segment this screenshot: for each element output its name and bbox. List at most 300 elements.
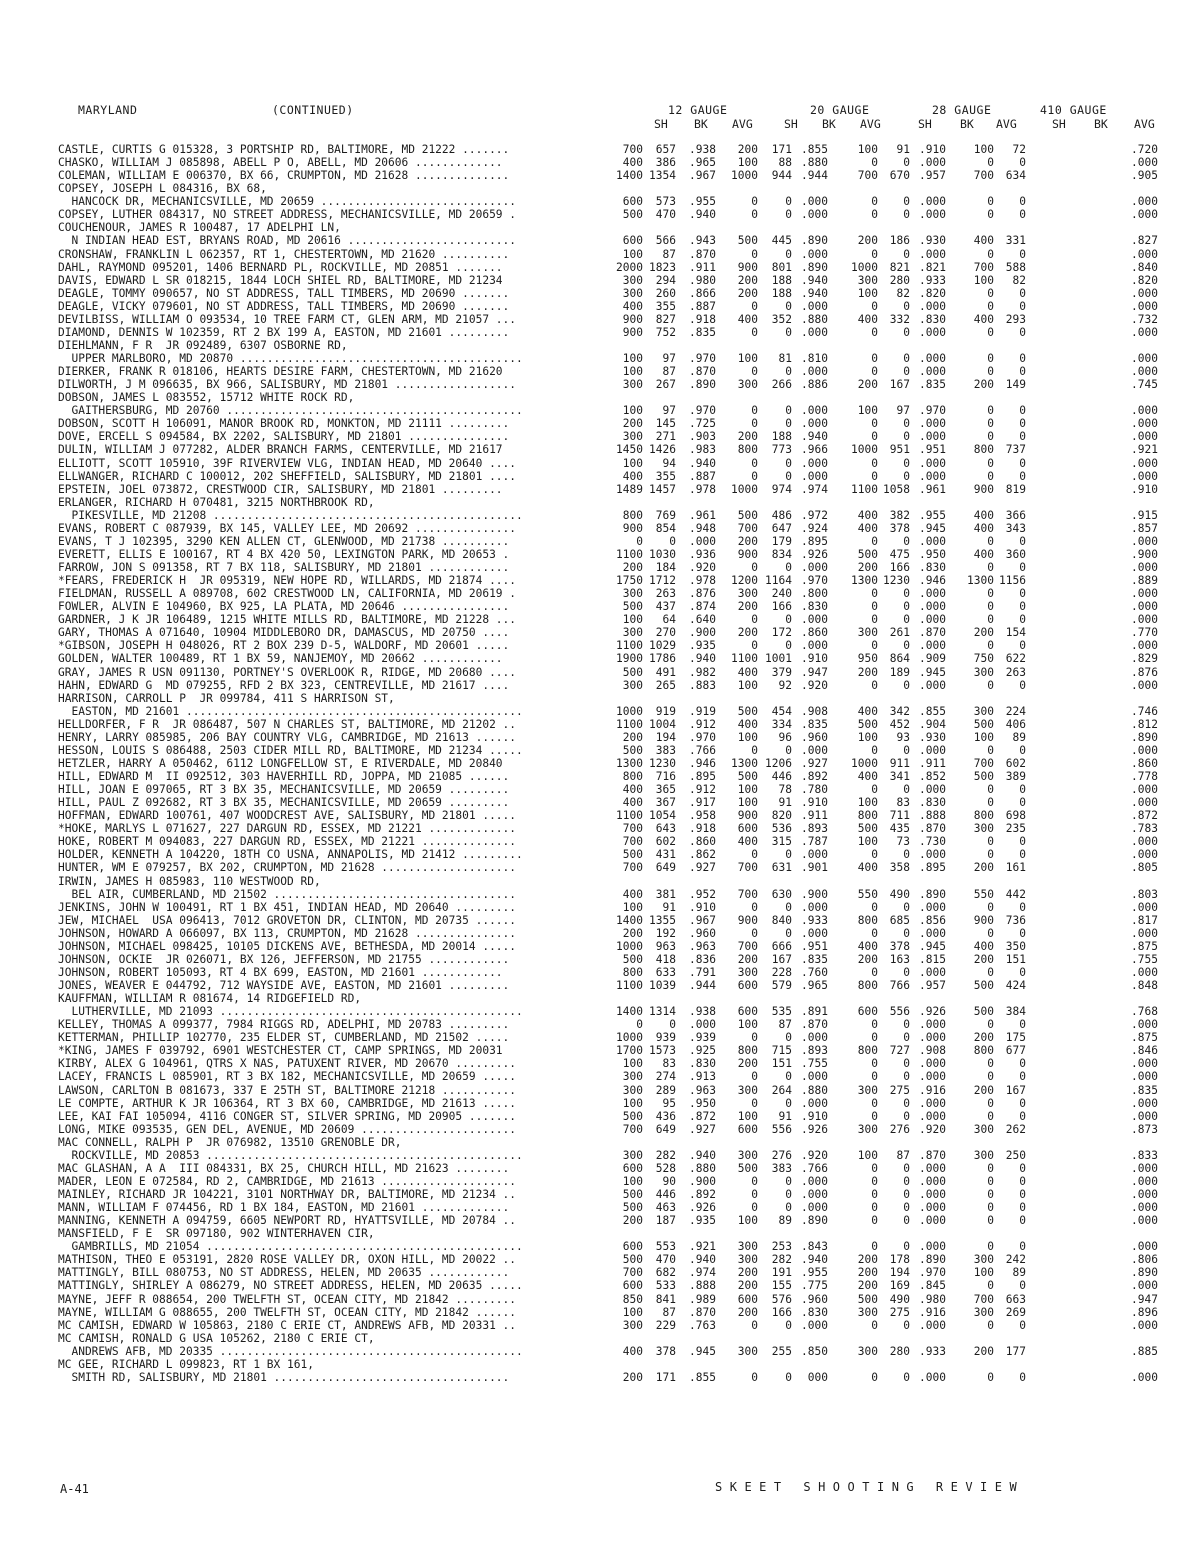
- cell-avg-410: .000: [1131, 325, 1158, 339]
- cell-sh-410: 0: [987, 561, 994, 574]
- cell-sh-12: 1000: [616, 939, 643, 953]
- cell-sh-410: 800: [973, 809, 994, 823]
- cell-bk-28: 0: [903, 678, 910, 692]
- cell-avg-410: .905: [1131, 169, 1158, 183]
- cell-bk-12: 187: [655, 1214, 676, 1228]
- table-row: [58, 1240, 1168, 1253]
- cell-avg-410: .000: [1131, 1240, 1158, 1254]
- cell-avg-410: .000: [1131, 926, 1158, 940]
- cell-sh-20: 200: [737, 626, 758, 640]
- table-row: [58, 182, 1168, 195]
- cell-sh-12: 500: [622, 952, 643, 966]
- cell-avg-20: .000: [801, 1188, 828, 1201]
- cell-sh-12: 500: [622, 848, 643, 862]
- cell-sh-28: 300: [857, 273, 878, 287]
- cell-bk-410: 82: [1012, 273, 1026, 287]
- table-row: [58, 1201, 1168, 1214]
- shooter-entry: LACEY, FRANCIS L 085901, RT 3 BX 182, MECHANICSVILLE, MD 20659 .....: [58, 1070, 517, 1084]
- shooter-entry: FARROW, JON S 091358, RT 7 BX 118, SALISBURY, MD 21801 ............: [58, 561, 510, 574]
- cell-avg-410: .000: [1131, 1201, 1158, 1215]
- cell-sh-410: 300: [973, 1305, 994, 1319]
- table-row: [58, 940, 1168, 953]
- cell-bk-20: 264: [771, 1083, 792, 1097]
- cell-sh-28: 500: [857, 1292, 878, 1306]
- cell-avg-410: .000: [1131, 456, 1158, 470]
- cell-avg-410: .000: [1131, 1096, 1158, 1110]
- cell-sh-20: 500: [737, 234, 758, 248]
- cell-avg-28: .830: [919, 312, 946, 326]
- cell-bk-20: 647: [771, 521, 792, 535]
- cell-avg-12: .900: [689, 626, 716, 640]
- cell-avg-20: .893: [801, 822, 828, 836]
- cell-sh-410: 100: [973, 273, 994, 287]
- cell-bk-12: 355: [655, 469, 676, 483]
- cell-bk-28: 0: [903, 325, 910, 339]
- cell-avg-12: .967: [689, 169, 716, 183]
- cell-bk-410: 0: [1019, 600, 1026, 614]
- cell-avg-28: .933: [919, 1344, 946, 1358]
- cell-avg-20: .000: [801, 1174, 828, 1188]
- cell-sh-410: 0: [987, 848, 994, 862]
- cell-bk-20: 0: [785, 1318, 792, 1332]
- cell-sh-12: 100: [622, 1096, 643, 1110]
- cell-avg-410: .833: [1131, 1148, 1158, 1162]
- cell-sh-20: 700: [737, 521, 758, 535]
- cell-avg-410: .875: [1131, 1031, 1158, 1045]
- cell-bk-410: 0: [1019, 195, 1026, 209]
- cell-sh-410: 400: [973, 234, 994, 248]
- cell-bk-20: 0: [785, 1096, 792, 1110]
- cell-sh-410: 0: [987, 1096, 994, 1110]
- cell-bk-12: 1823: [649, 260, 676, 274]
- table-row: [58, 535, 1168, 548]
- cell-bk-28: 280: [889, 1344, 910, 1358]
- cell-sh-20: 1200: [731, 574, 758, 588]
- cell-sh-410: 300: [973, 1148, 994, 1162]
- table-row: [58, 587, 1168, 600]
- cell-sh-20: 400: [737, 717, 758, 731]
- cell-sh-28: 200: [857, 665, 878, 679]
- cell-sh-410: 0: [987, 417, 994, 431]
- cell-bk-28: 1058: [883, 482, 910, 496]
- cell-avg-12: .950: [689, 1096, 716, 1110]
- cell-avg-410: .000: [1131, 195, 1158, 209]
- cell-sh-28: 200: [857, 561, 878, 574]
- cell-sh-410: 500: [973, 979, 994, 992]
- cell-bk-28: 194: [889, 1266, 910, 1280]
- cell-sh-20: 100: [737, 1018, 758, 1032]
- cell-avg-410: .000: [1131, 1161, 1158, 1175]
- table-row: [58, 143, 1168, 156]
- cell-avg-12: .836: [689, 952, 716, 966]
- cell-avg-410: .910: [1131, 482, 1158, 496]
- cell-bk-12: 716: [655, 770, 676, 783]
- cell-avg-20: .000: [801, 456, 828, 470]
- cell-avg-12: .830: [689, 1057, 716, 1071]
- cell-avg-410: .000: [1131, 965, 1158, 979]
- table-row: [58, 1175, 1168, 1188]
- cell-sh-410: 400: [973, 312, 994, 326]
- shooter-entry: JOHNSON, HOWARD A 066097, BX 113, CRUMPTON, MD 21628 ...............: [58, 926, 517, 940]
- cell-sh-12: 300: [622, 273, 643, 287]
- shooter-entry: MAC GLASHAN, A A III 084331, BX 25, CHURCH HILL, MD 21623 ........: [58, 1161, 510, 1175]
- cell-bk-28: 178: [889, 1253, 910, 1267]
- cell-sh-20: 500: [737, 508, 758, 522]
- shooter-entry: SMITH RD, SALISBURY, MD 21801 ...................................: [58, 1370, 510, 1384]
- cell-bk-12: 1786: [649, 652, 676, 666]
- cell-sh-410: 200: [973, 861, 994, 875]
- cell-avg-12: .948: [689, 521, 716, 535]
- cell-bk-410: 151: [1005, 952, 1026, 966]
- cell-bk-20: 666: [771, 939, 792, 953]
- cell-sh-28: 300: [857, 1344, 878, 1358]
- table-row: [58, 1227, 1168, 1240]
- cell-sh-28: 0: [871, 900, 878, 914]
- cell-bk-20: 166: [771, 1305, 792, 1319]
- cell-sh-12: 1300: [616, 756, 643, 770]
- table-row: [58, 901, 1168, 914]
- cell-bk-20: 0: [785, 848, 792, 862]
- shooter-entry: UPPER MARLBORO, MD 20870 ..........................................: [58, 352, 523, 365]
- cell-avg-12: .835: [689, 325, 716, 339]
- cell-bk-410: 263: [1005, 665, 1026, 679]
- table-row: [58, 731, 1168, 744]
- cell-bk-20: 1001: [765, 652, 792, 666]
- table-row: [58, 221, 1168, 234]
- cell-avg-410: .000: [1131, 796, 1158, 810]
- col-bk-12: BK: [694, 117, 708, 131]
- cell-sh-12: 300: [622, 430, 643, 444]
- cell-sh-410: 500: [973, 1005, 994, 1019]
- cell-avg-12: .874: [689, 600, 716, 614]
- cell-avg-28: .000: [919, 783, 946, 797]
- cell-sh-410: 0: [987, 1370, 994, 1384]
- cell-avg-410: .812: [1131, 717, 1158, 731]
- cell-sh-28: 0: [871, 1031, 878, 1045]
- cell-bk-410: 0: [1019, 900, 1026, 914]
- table-row: [58, 1345, 1168, 1358]
- cell-bk-12: 528: [655, 1161, 676, 1175]
- cell-sh-20: 1300: [731, 756, 758, 770]
- cell-bk-12: 1230: [649, 756, 676, 770]
- col-avg-28: AVG: [996, 117, 1017, 131]
- cell-bk-12: 1573: [649, 1044, 676, 1058]
- cell-sh-20: 300: [737, 378, 758, 392]
- cell-sh-28: 100: [857, 796, 878, 810]
- cell-sh-20: 200: [737, 600, 758, 614]
- cell-sh-28: 100: [857, 404, 878, 418]
- cell-avg-12: .989: [689, 1292, 716, 1306]
- cell-avg-28: .911: [919, 756, 946, 770]
- cell-avg-12: .872: [689, 1109, 716, 1123]
- cell-avg-410: .000: [1131, 561, 1158, 574]
- cell-sh-410: 0: [987, 1318, 994, 1332]
- cell-avg-410: .755: [1131, 952, 1158, 966]
- cell-avg-20: .890: [801, 260, 828, 274]
- cell-avg-28: .957: [919, 169, 946, 183]
- cell-bk-12: 97: [662, 404, 676, 418]
- cell-bk-28: 0: [903, 1214, 910, 1228]
- cell-avg-28: .945: [919, 665, 946, 679]
- cell-avg-28: .916: [919, 1083, 946, 1097]
- cell-avg-28: .855: [919, 704, 946, 718]
- cell-avg-410: .000: [1131, 587, 1158, 601]
- cell-sh-410: 100: [973, 730, 994, 744]
- cell-sh-28: 0: [871, 1201, 878, 1215]
- cell-avg-12: .982: [689, 665, 716, 679]
- cell-sh-28: 1100: [851, 482, 878, 496]
- cell-bk-28: 0: [903, 534, 910, 548]
- shooter-entry: *KING, JAMES F 039792, 6901 WESTCHESTER CT, CAMP SPRINGS, MD 20031: [58, 1044, 503, 1058]
- table-row: [58, 1253, 1168, 1266]
- shooter-entry: *FEARS, FREDERICK H JR 095319, NEW HOPE RD, WILLARDS, MD 21874 ....: [58, 574, 517, 588]
- cell-avg-20: .940: [801, 286, 828, 300]
- cell-sh-410: 200: [973, 1344, 994, 1358]
- cell-bk-410: 0: [1019, 430, 1026, 444]
- cell-avg-28: .000: [919, 639, 946, 653]
- state-heading: MARYLAND: [78, 103, 138, 117]
- shooter-entry: JEW, MICHAEL USA 096413, 7012 GROVETON DR, CLINTON, MD 20735 ......: [58, 913, 517, 927]
- cell-bk-28: 275: [889, 1305, 910, 1319]
- cell-avg-12: .952: [689, 887, 716, 901]
- shooter-entry: MANSFIELD, F E SR 097180, 902 WINTERHAVEN CIR,: [58, 1227, 375, 1241]
- table-row: [58, 287, 1168, 300]
- table-row: [58, 300, 1168, 313]
- cell-sh-12: 900: [622, 521, 643, 535]
- shooter-entry: DOBSON, JAMES L 083552, 15712 WHITE ROCK RD,: [58, 391, 355, 405]
- cell-sh-12: 500: [622, 1109, 643, 1123]
- cell-bk-410: 406: [1005, 717, 1026, 731]
- cell-sh-20: 700: [737, 887, 758, 901]
- table-row: [58, 443, 1168, 456]
- cell-bk-12: 470: [655, 208, 676, 222]
- cell-sh-28: 0: [871, 1370, 878, 1384]
- cell-bk-28: 83: [896, 796, 910, 810]
- shooter-entry: DIERKER, FRANK R 018106, HEARTS DESIRE FARM, CHESTERTOWN, MD 21620: [58, 365, 503, 379]
- shooter-entry: MAC CONNELL, RALPH P JR 076982, 13510 GRENOBLE DR,: [58, 1135, 402, 1149]
- cell-bk-28: 685: [889, 913, 910, 927]
- cell-sh-12: 500: [622, 743, 643, 757]
- shooter-entry: HARRISON, CARROLL P JR 099784, 411 S HARRISON ST,: [58, 691, 395, 705]
- table-row: [58, 927, 1168, 940]
- cell-avg-20: .000: [801, 1031, 828, 1045]
- cell-bk-20: 445: [771, 234, 792, 248]
- cell-avg-12: .912: [689, 783, 716, 797]
- cell-bk-20: 486: [771, 508, 792, 522]
- cell-avg-12: .000: [689, 1018, 716, 1032]
- cell-avg-12: .000: [689, 534, 716, 548]
- cell-bk-12: 381: [655, 887, 676, 901]
- cell-bk-28: 0: [903, 600, 910, 614]
- shooter-entry: EVANS, ROBERT C 087939, BX 145, VALLEY LEE, MD 20692 ...............: [58, 521, 517, 535]
- cell-bk-410: 72: [1012, 143, 1026, 156]
- shooter-entry: LAWSON, CARLTON B 081673, 337 E 25TH ST, BALTIMORE 21218 ...........: [58, 1083, 517, 1097]
- cell-bk-20: 1164: [765, 574, 792, 588]
- cell-bk-410: 0: [1019, 325, 1026, 339]
- cell-avg-12: .870: [689, 1305, 716, 1319]
- cell-sh-28: 0: [871, 299, 878, 313]
- cell-sh-20: 100: [737, 352, 758, 365]
- cell-avg-410: .000: [1131, 1174, 1158, 1188]
- cell-bk-28: 0: [903, 156, 910, 170]
- cell-sh-12: 200: [622, 730, 643, 744]
- cell-bk-410: 177: [1005, 1344, 1026, 1358]
- cell-bk-12: 470: [655, 1253, 676, 1267]
- shooter-entry: MATTINGLY, BILL 080753, NO ST ADDRESS, HELEN, MD 20635 ............: [58, 1266, 510, 1280]
- cell-avg-28: .909: [919, 652, 946, 666]
- cell-bk-28: 727: [889, 1044, 910, 1058]
- cell-bk-28: 82: [896, 286, 910, 300]
- cell-sh-12: 1100: [616, 717, 643, 731]
- table-row: [58, 339, 1168, 352]
- cell-sh-28: 400: [857, 521, 878, 535]
- cell-sh-12: 300: [622, 587, 643, 601]
- cell-bk-20: 334: [771, 717, 792, 731]
- cell-sh-12: 850: [622, 1292, 643, 1306]
- cell-bk-12: 83: [662, 1057, 676, 1071]
- shooter-entry: COUCHENOUR, JAMES R 100487, 17 ADELPHI LN,: [58, 221, 341, 235]
- table-row: [58, 1110, 1168, 1123]
- cell-sh-12: 100: [622, 1305, 643, 1319]
- cell-sh-12: 100: [622, 613, 643, 627]
- cell-sh-12: 700: [622, 861, 643, 875]
- cell-avg-20: .830: [801, 1305, 828, 1319]
- cell-bk-12: 854: [655, 521, 676, 535]
- cell-avg-20: .830: [801, 600, 828, 614]
- cell-sh-20: 1000: [731, 169, 758, 183]
- table-row: [58, 626, 1168, 639]
- cell-avg-20: .940: [801, 1253, 828, 1267]
- cell-sh-12: 600: [622, 234, 643, 248]
- cell-avg-20: .000: [801, 1318, 828, 1332]
- cell-bk-12: 602: [655, 835, 676, 849]
- table-row: [58, 979, 1168, 992]
- shooter-entry: ANDREWS AFB, MD 20335 .............................................: [58, 1344, 523, 1358]
- table-row: [58, 835, 1168, 848]
- cell-sh-28: 0: [871, 678, 878, 692]
- cell-sh-28: 0: [871, 1174, 878, 1188]
- table-row: [58, 1279, 1168, 1292]
- cell-avg-20: .951: [801, 939, 828, 953]
- cell-sh-12: 1400: [616, 913, 643, 927]
- cell-avg-28: .916: [919, 1305, 946, 1319]
- cell-avg-28: .961: [919, 482, 946, 496]
- cell-bk-20: 0: [785, 1188, 792, 1201]
- table-row: [58, 914, 1168, 927]
- cell-avg-410: .817: [1131, 913, 1158, 927]
- cell-bk-20: 91: [778, 796, 792, 810]
- cell-avg-20: .843: [801, 1240, 828, 1254]
- cell-avg-28: .000: [919, 1109, 946, 1123]
- cell-avg-410: .806: [1131, 1253, 1158, 1267]
- cell-avg-12: .870: [689, 365, 716, 379]
- cell-avg-28: .000: [919, 1201, 946, 1215]
- cell-bk-12: 491: [655, 665, 676, 679]
- cell-avg-12: .895: [689, 770, 716, 783]
- cell-sh-20: 0: [751, 613, 758, 627]
- cell-bk-20: 0: [785, 1070, 792, 1084]
- cell-avg-20: .910: [801, 652, 828, 666]
- cell-sh-410: 0: [987, 743, 994, 757]
- cell-sh-20: 600: [737, 822, 758, 836]
- shooter-entry: KIRBY, ALEX G 104961, QTRS X NAS, PATUXENT RIVER, MD 20670 .........: [58, 1057, 517, 1071]
- cell-bk-20: 0: [785, 365, 792, 379]
- table-row: [58, 313, 1168, 326]
- col-avg-410: AVG: [1134, 117, 1155, 131]
- cell-sh-410: 400: [973, 521, 994, 535]
- shooter-entry: GAMBRILLS, MD 21054 ...............................................: [58, 1240, 523, 1254]
- cell-sh-12: 1400: [616, 169, 643, 183]
- shooter-entry: HILL, PAUL Z 092682, RT 3 BX 35, MECHANICSVILLE, MD 20659 .........: [58, 796, 510, 810]
- cell-bk-20: 0: [785, 469, 792, 483]
- cell-avg-28: .820: [919, 286, 946, 300]
- cell-sh-28: 400: [857, 312, 878, 326]
- cell-bk-12: 939: [655, 1031, 676, 1045]
- cell-bk-12: 367: [655, 796, 676, 810]
- cell-sh-20: 200: [737, 952, 758, 966]
- cell-avg-12: .980: [689, 273, 716, 287]
- cell-sh-12: 900: [622, 325, 643, 339]
- cell-avg-410: .768: [1131, 1005, 1158, 1019]
- cell-sh-28: 300: [857, 1083, 878, 1097]
- col-sh-410: SH: [1052, 117, 1066, 131]
- table-row: [58, 365, 1168, 378]
- page-number: A-41: [60, 1482, 89, 1496]
- cell-bk-28: 821: [889, 260, 910, 274]
- cell-avg-20: .880: [801, 312, 828, 326]
- cell-bk-28: 189: [889, 665, 910, 679]
- cell-avg-410: .000: [1131, 430, 1158, 444]
- cell-avg-28: .000: [919, 1214, 946, 1228]
- cell-bk-410: 235: [1005, 822, 1026, 836]
- cell-bk-28: 0: [903, 1031, 910, 1045]
- cell-sh-12: 900: [622, 312, 643, 326]
- cell-bk-12: 1030: [649, 547, 676, 561]
- cell-bk-20: 81: [778, 352, 792, 365]
- table-row: [58, 522, 1168, 535]
- cell-sh-410: 800: [973, 1044, 994, 1058]
- cell-avg-410: .000: [1131, 613, 1158, 627]
- cell-bk-12: 1314: [649, 1005, 676, 1019]
- cell-avg-28: .815: [919, 952, 946, 966]
- cell-bk-28: 0: [903, 1370, 910, 1384]
- cell-bk-12: 87: [662, 1305, 676, 1319]
- cell-avg-12: .862: [689, 848, 716, 862]
- cell-bk-28: 0: [903, 1201, 910, 1215]
- cell-sh-410: 0: [987, 1188, 994, 1201]
- cell-bk-28: 163: [889, 952, 910, 966]
- cell-sh-12: 1700: [616, 1044, 643, 1058]
- cell-sh-20: 0: [751, 1174, 758, 1188]
- shooter-entry: MC CAMISH, EDWARD W 105863, 2180 C ERIE CT, ANDREWS AFB, MD 20331 ..: [58, 1318, 517, 1332]
- col-bk-20: BK: [822, 117, 836, 131]
- cell-avg-12: .855: [689, 1370, 716, 1384]
- shooter-entry: DEAGLE, TOMMY 090657, NO ST ADDRESS, TALL TIMBERS, MD 20690 .......: [58, 286, 510, 300]
- cell-bk-12: 87: [662, 247, 676, 261]
- cell-sh-28: 100: [857, 730, 878, 744]
- cell-avg-410: .857: [1131, 521, 1158, 535]
- cell-bk-12: 229: [655, 1318, 676, 1332]
- cell-sh-20: 300: [737, 587, 758, 601]
- shooter-entry: MANN, WILLIAM F 074456, RD 1 BX 184, EASTON, MD 21601 .............: [58, 1201, 510, 1215]
- shooter-entry: GRAY, JAMES R USN 091130, PORTNEY'S OVERLOOK R, RIDGE, MD 20680 ....: [58, 665, 517, 679]
- shooter-entry: ERLANGER, RICHARD H 070481, 3215 NORTHBROOK RD,: [58, 495, 375, 509]
- cell-bk-410: 0: [1019, 299, 1026, 313]
- cell-sh-410: 0: [987, 1279, 994, 1293]
- cell-bk-410: 0: [1019, 208, 1026, 222]
- cell-avg-28: .000: [919, 456, 946, 470]
- cell-bk-28: 87: [896, 1148, 910, 1162]
